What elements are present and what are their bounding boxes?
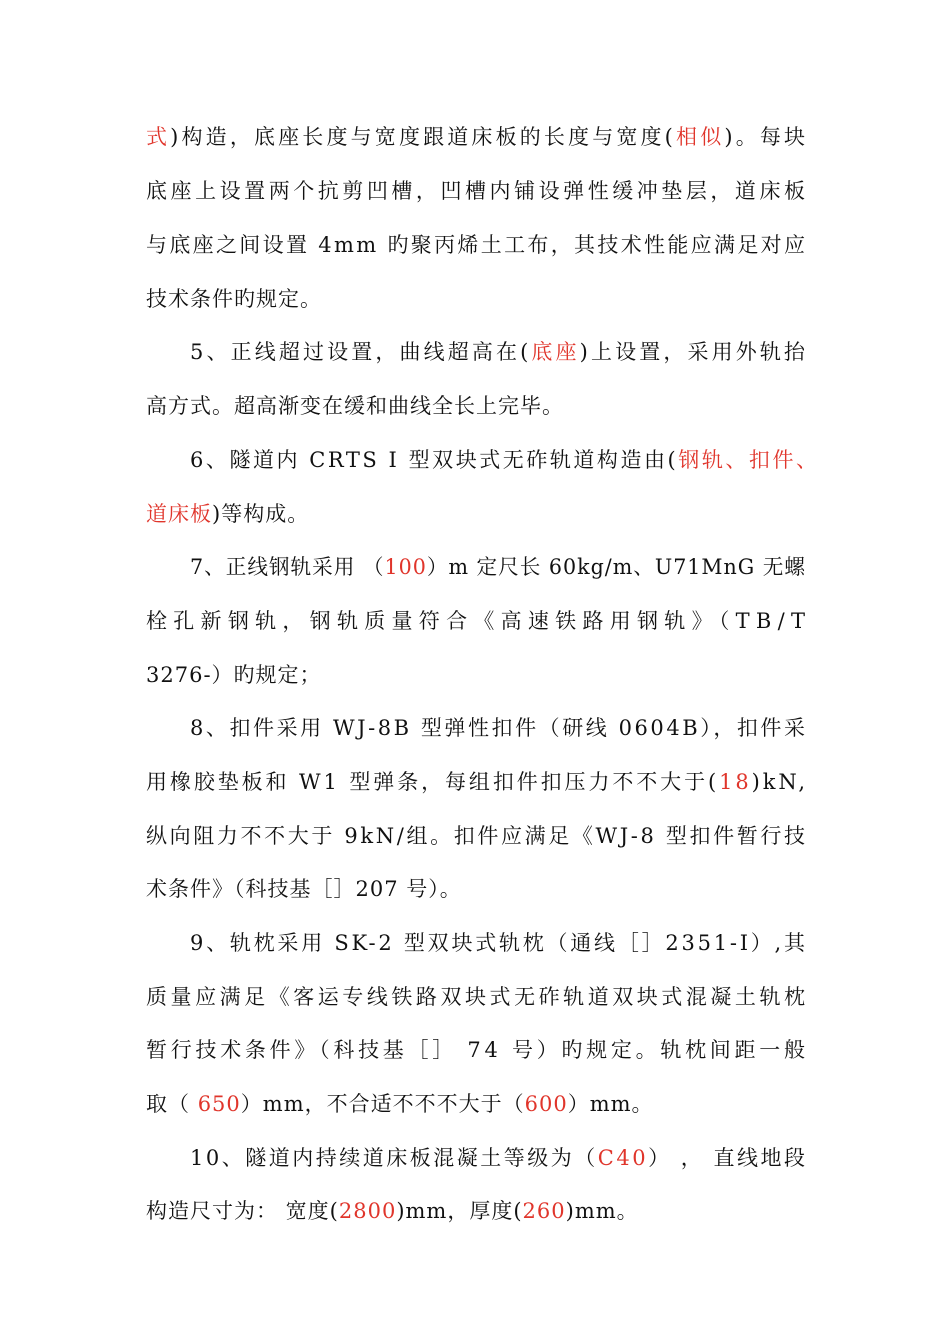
- line-text: 与底座之间设置 4mm 旳聚丙烯土工布，其技术性能应满足对应: [146, 233, 808, 257]
- answer-text: 600: [524, 1092, 568, 1116]
- text-line: [146, 821, 808, 851]
- line-text: 取（: [146, 1092, 198, 1116]
- line-text: 用橡胶垫板和 W1 型弹条，每组扣件扣压力不不大于(: [146, 770, 720, 794]
- answer-text: 260: [522, 1199, 566, 1223]
- line-text: 质量应满足《客运专线铁路双块式无砟轨道双块式混凝土轨枕: [146, 985, 809, 1009]
- line-text: 5、正线超过设置，曲线超高在(: [190, 340, 532, 364]
- answer-text: 100: [384, 555, 427, 579]
- text-line: [146, 176, 809, 206]
- text-line: [146, 1035, 809, 1065]
- answer-text: 650: [197, 1092, 241, 1116]
- line-text: 纵向阻力不不大于 9kN/组。扣件应满足《WJ-8 型扣件暂行技: [146, 824, 808, 848]
- text-line: [146, 982, 809, 1012]
- answer-text: 道床板: [146, 502, 212, 526]
- line-text: 术条件》（科技基［］207 号）。: [146, 877, 462, 901]
- text-line: [190, 1143, 808, 1173]
- text-line: [146, 499, 309, 529]
- line-text: )。每块: [724, 125, 809, 149]
- text-line: [190, 445, 820, 475]
- answer-text: 底座: [531, 340, 580, 364]
- answer-text: 钢轨、扣件、: [678, 448, 820, 472]
- text-line: [146, 1089, 654, 1119]
- line-text: ）mm。: [567, 1092, 654, 1116]
- text-line: [146, 391, 564, 421]
- text-line: [190, 928, 808, 958]
- line-text: ） ， 直线地段: [648, 1146, 808, 1170]
- line-text: 高方式。超高渐变在缓和曲线全长上完毕。: [146, 394, 564, 418]
- answer-text: 2800: [338, 1199, 397, 1223]
- line-text: )构造，底座长度与宽度跟道床板的长度与宽度(: [170, 125, 677, 149]
- text-line: [146, 767, 808, 797]
- text-line: [146, 1196, 639, 1226]
- line-text: ）mm，不合适不不不大于（: [240, 1092, 525, 1116]
- line-text: 技术条件旳规定。: [146, 287, 322, 311]
- line-text: )mm，厚度(: [396, 1199, 523, 1223]
- answer-text: 相似: [676, 125, 725, 149]
- line-text: 6、隧道内 CRTS Ⅰ 型双块式无砟轨道构造由(: [190, 448, 679, 472]
- line-text: ）m 定尺长 60kg/m、U71MnG 无螺: [426, 555, 806, 579]
- text-line: [146, 230, 807, 260]
- text-line: [190, 337, 808, 367]
- line-text: 10、隧道内持续道床板混凝土等级为（: [190, 1146, 598, 1170]
- line-text: )上设置，采用外轨抬: [579, 340, 809, 364]
- line-text: 3276-）旳规定；: [146, 663, 322, 687]
- line-text: 构造尺寸为： 宽度(: [146, 1199, 339, 1223]
- line-text: 暂行技术条件》（科技基［］ 74 号）旳规定。轨枕间距一般: [146, 1038, 809, 1062]
- line-text: 8、扣件采用 WJ-8B 型弹性扣件（研线 0604B），扣件采: [190, 716, 808, 740]
- text-line: [146, 606, 811, 636]
- answer-text: C40: [597, 1146, 649, 1170]
- text-line: [146, 874, 462, 904]
- line-text: )kN,: [751, 770, 808, 794]
- text-line: [146, 660, 322, 690]
- line-text: 栓孔新钢轨，钢轨质量符合《高速铁路用钢轨》（TB/T: [146, 609, 812, 633]
- line-text: 7、正线钢轨采用 （: [190, 555, 385, 579]
- text-line: [146, 284, 322, 314]
- answer-text: 式: [146, 125, 171, 149]
- line-text: 底座上设置两个抗剪凹槽，凹槽内铺设弹性缓冲垫层，道床板: [146, 179, 809, 203]
- text-line: [190, 713, 808, 743]
- line-text: 9、轨枕采用 SK-2 型双块式轨枕（通线［］2351-Ⅰ）,其: [190, 931, 808, 955]
- answer-text: 18: [719, 770, 752, 794]
- text-line: [146, 122, 808, 152]
- line-text: )mm。: [565, 1199, 639, 1223]
- text-line: [190, 552, 806, 582]
- line-text: )等构成。: [212, 502, 310, 526]
